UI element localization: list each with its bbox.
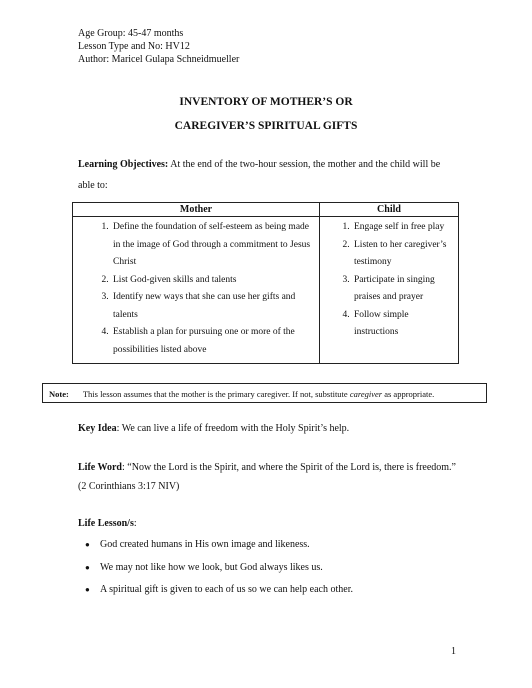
mother-column-header: Mother xyxy=(73,203,320,217)
age-group: Age Group: 45-47 months xyxy=(78,28,184,39)
note-box xyxy=(42,383,487,403)
mother-objective: 1. Define the foundation of self-esteem as being made in the image of God through a commitment to Jesus Christ xyxy=(111,219,315,272)
objectives-table xyxy=(72,202,459,364)
life-lessons-label: Life Lesson/s xyxy=(78,518,134,529)
key-idea xyxy=(78,423,456,434)
key-idea-text: : We can live a life of freedom with the Holy Spirit’s help. xyxy=(116,423,350,434)
list-item xyxy=(85,557,480,580)
mother-objective: 3. Identify new ways that she can use her gifts and talents xyxy=(111,289,315,324)
mother-objective: 2. List God-given skills and talents xyxy=(111,272,315,290)
mother-objectives-cell xyxy=(73,217,320,364)
note-text: This lesson assumes that the mother is the primary caregiver. If not, substitute xyxy=(82,389,348,399)
life-word xyxy=(78,458,456,496)
lesson-text: We may not like how we look, but God always likes us. xyxy=(100,561,323,573)
title-line-1: INVENTORY OF MOTHER’S OR xyxy=(179,96,353,108)
life-word-label: Life Word xyxy=(78,462,122,473)
child-column-header: Child xyxy=(320,203,459,217)
note-label: Note: xyxy=(49,389,69,399)
list-item xyxy=(85,579,480,602)
key-idea-label: Key Idea xyxy=(78,423,117,434)
life-lessons-colon: : xyxy=(133,518,137,529)
child-objectives-cell xyxy=(320,217,459,364)
bullet-icon: ● xyxy=(85,585,90,594)
note-text-end: as appropriate. xyxy=(384,389,435,399)
child-objectives-list xyxy=(320,219,454,342)
life-lessons-heading xyxy=(78,518,456,529)
child-objective: 3. Participate in singing praises and prayer xyxy=(352,272,454,307)
author: Author: Maricel Gulapa Schneidmueller xyxy=(78,54,240,65)
note-italic-word: caregiver xyxy=(349,389,383,399)
lesson-header xyxy=(78,27,239,66)
title-line-2: CAREGIVER’S SPIRITUAL GIFTS xyxy=(174,120,358,132)
mother-objectives-list xyxy=(73,219,315,359)
bullet-icon: ● xyxy=(85,562,90,572)
learning-objectives xyxy=(78,154,458,196)
list-item xyxy=(85,534,480,557)
lesson-text: God created humans in His own image and likeness. xyxy=(100,539,310,550)
objectives-label: Learning Objectives: xyxy=(78,159,169,170)
child-objective: 4. Follow simple instructions xyxy=(352,307,454,342)
lesson-type: Lesson Type and No: HV12 xyxy=(78,41,190,52)
bullet-icon: ● xyxy=(85,540,90,549)
life-lessons-list xyxy=(78,534,480,602)
objectives-text: At the end of the two-hour session, the mother and the child will be able to: xyxy=(78,159,441,191)
page-number: 1 xyxy=(451,646,456,657)
mother-objective: 4. Establish a plan for pursuing one or more of the possibilities listed above xyxy=(111,324,315,359)
child-objective: 1. Engage self in free play xyxy=(352,219,454,237)
lesson-text: A spiritual gift is given to each of us so we can help each other. xyxy=(100,584,353,595)
life-word-text: : “Now the Lord is the Spirit, and where the Spirit of the Lord is, there is freedom.” (2 Corinthians 3:17 NIV) xyxy=(78,462,456,492)
child-objective: 2. Listen to her caregiver’s testimony xyxy=(352,237,454,272)
